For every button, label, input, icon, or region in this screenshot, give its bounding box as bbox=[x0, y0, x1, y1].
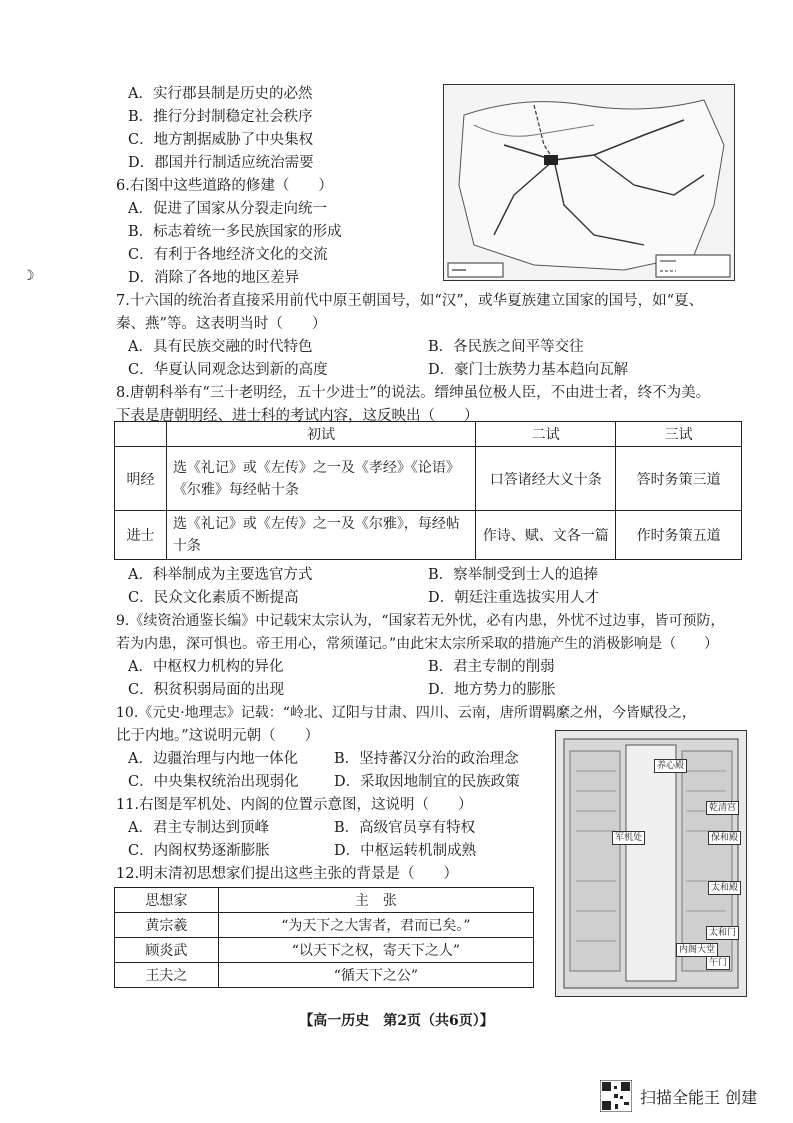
table-cell: 明经 bbox=[115, 447, 167, 511]
q6-option-d: D．消除了各地的地区差异 bbox=[128, 270, 300, 286]
q11-stem: 11.右图是军机处、内阁的位置示意图，这说明（ ） bbox=[116, 797, 473, 813]
table-row bbox=[115, 963, 534, 988]
palace-label: 太和门 bbox=[706, 926, 739, 940]
table-header-cell: 二试 bbox=[476, 422, 616, 447]
qin-road-map bbox=[443, 84, 735, 281]
q10-option-a: A．边疆治理与内地一体化 bbox=[128, 751, 298, 767]
table-header-cell: 思想家 bbox=[115, 888, 219, 913]
table-row bbox=[115, 447, 742, 511]
q6-option-b: B．标志着统一多民族国家的形成 bbox=[128, 224, 342, 240]
table-header-cell: 主 张 bbox=[218, 888, 533, 913]
q8-option-b: B．察举制受到士人的追捧 bbox=[428, 567, 599, 583]
q11-option-b: B．高级官员享有特权 bbox=[334, 820, 476, 836]
q6-option-a: A．促进了国家从分裂走向统一 bbox=[128, 201, 327, 217]
table-header-cell bbox=[115, 422, 167, 447]
palace-label: 乾清宫 bbox=[706, 801, 739, 815]
palace-label: 军机处 bbox=[612, 831, 645, 845]
q10-stem-line2: 比于内地。”这说明元朝（ ） bbox=[116, 728, 320, 744]
q8-stem-line1: 8.唐朝科举有“三十老明经，五十少进士”的说法。缙绅虽位极人臣，不由进士者，终不为美。 bbox=[116, 385, 711, 401]
q6-stem: 6.右图中这些道路的修建（ ） bbox=[116, 178, 333, 194]
table-cell: 顾炎武 bbox=[115, 938, 219, 963]
scanner-watermark bbox=[600, 1080, 780, 1112]
q10-option-b: B．坚持蕃汉分治的政治理念 bbox=[334, 751, 519, 767]
thinkers-table-header bbox=[115, 888, 534, 913]
q5-option-a: A．实行郡县制是历史的必然 bbox=[128, 86, 313, 102]
q8-option-a: A．科举制成为主要选官方式 bbox=[128, 567, 313, 583]
q7-option-a: A．具有民族交融的时代特色 bbox=[128, 339, 313, 355]
table-cell: 黄宗羲 bbox=[115, 913, 219, 938]
q5-option-d: D．郡国并行制适应统治需要 bbox=[128, 155, 314, 171]
table-cell: 答时务策三道 bbox=[616, 447, 742, 511]
keju-table bbox=[114, 421, 742, 560]
palace-label: 太和殿 bbox=[708, 881, 741, 895]
table-cell: 选《礼记》或《左传》之一及《孝经》《论语》《尔雅》每经帖十条 bbox=[166, 447, 475, 511]
q7-option-c: C．华夏认同观念达到新的高度 bbox=[128, 362, 328, 378]
map-drawing bbox=[444, 85, 734, 280]
q9-option-a: A．中枢权力机构的异化 bbox=[128, 659, 284, 675]
q8-option-c: C．民众文化素质不断提高 bbox=[128, 590, 299, 606]
q10-option-c: C．中央集权统治出现弱化 bbox=[128, 774, 299, 790]
table-cell: “以天下之权，寄天下之人” bbox=[218, 938, 533, 963]
table-row bbox=[115, 938, 534, 963]
palace-label: 保和殿 bbox=[708, 831, 741, 845]
table-row bbox=[115, 913, 534, 938]
q9-option-c: C．积贫积弱局面的出现 bbox=[128, 682, 285, 698]
q7-stem-line2: 秦、燕”等。这表明当时（ ） bbox=[116, 316, 327, 332]
table-cell: 作诗、赋、文各一篇 bbox=[476, 511, 616, 560]
margin-mark: ☽ bbox=[22, 268, 35, 284]
q5-option-b: B．推行分封制稳定社会秩序 bbox=[128, 109, 313, 125]
q7-stem-line1: 7.十六国的统治者直接采用前代中原王朝国号，如“汉”，或华夏族建立国家的国号，如“夏、 bbox=[116, 293, 704, 309]
table-cell: “为天下之大害者，君而已矣。” bbox=[218, 913, 533, 938]
table-cell: 王夫之 bbox=[115, 963, 219, 988]
table-cell: 选《礼记》或《左传》之一及《尔雅》，每经帖十条 bbox=[166, 511, 475, 560]
q7-option-b: B．各民族之间平等交往 bbox=[428, 339, 584, 355]
q8-stem-line2: 下表是唐朝明经、进士科的考试内容，这反映出（ ） bbox=[116, 408, 479, 424]
table-cell: 作时务策五道 bbox=[616, 511, 742, 560]
qr-code-icon bbox=[600, 1080, 632, 1112]
palace-label: 内阁大堂 bbox=[676, 943, 718, 957]
palace-layout-diagram bbox=[555, 730, 747, 997]
q9-option-d: D．地方势力的膨胀 bbox=[428, 682, 556, 698]
scanner-label: 扫描全能王 创建 bbox=[640, 1088, 758, 1107]
q11-option-c: C．内阁权势逐渐膨胀 bbox=[128, 843, 270, 859]
palace-label: 养心殿 bbox=[654, 759, 687, 773]
q9-stem-line1: 9.《续资治通鉴长编》中记载宋太宗认为，“国家若无外忧，必有内患，外忧不过边事，皆可预防， bbox=[116, 613, 725, 629]
table-cell: 口答诸经大义十条 bbox=[476, 447, 616, 511]
table-row bbox=[115, 511, 742, 560]
keju-table-header bbox=[115, 422, 742, 447]
q6-option-c: C．有利于各地经济文化的交流 bbox=[128, 247, 328, 263]
q12-stem: 12.明末清初思想家们提出这些主张的背景是（ ） bbox=[116, 866, 459, 882]
thinkers-table bbox=[114, 887, 534, 988]
q5-option-c: C．地方割据威胁了中央集权 bbox=[128, 132, 314, 148]
q9-stem-line2: 若为内患，深可惧也。帝王用心，常须谨记。”由此宋太宗所采取的措施产生的消极影响是（ ） bbox=[116, 636, 719, 652]
palace-label: 午门 bbox=[706, 956, 730, 970]
q7-option-d: D．豪门士族势力基本趋向瓦解 bbox=[428, 362, 629, 378]
q9-option-b: B．君主专制的削弱 bbox=[428, 659, 555, 675]
table-cell: “循天下之公” bbox=[218, 963, 533, 988]
table-header-cell: 初试 bbox=[166, 422, 475, 447]
q10-stem-line1: 10.《元史·地理志》记载：“岭北、辽阳与甘肃、四川、云南，唐所谓羁縻之州，今皆赋役之， bbox=[116, 705, 696, 721]
q11-option-a: A．君主专制达到顶峰 bbox=[128, 820, 269, 836]
q8-option-d: D．朝廷注重选拔实用人才 bbox=[428, 590, 600, 606]
q11-option-d: D．中枢运转机制成熟 bbox=[334, 843, 477, 859]
q10-option-d: D．采取因地制宜的民族政策 bbox=[334, 774, 520, 790]
table-header-cell: 三试 bbox=[616, 422, 742, 447]
table-cell: 进士 bbox=[115, 511, 167, 560]
page-footer: 【高一历史 第2页（共6页）】 bbox=[299, 1013, 494, 1029]
